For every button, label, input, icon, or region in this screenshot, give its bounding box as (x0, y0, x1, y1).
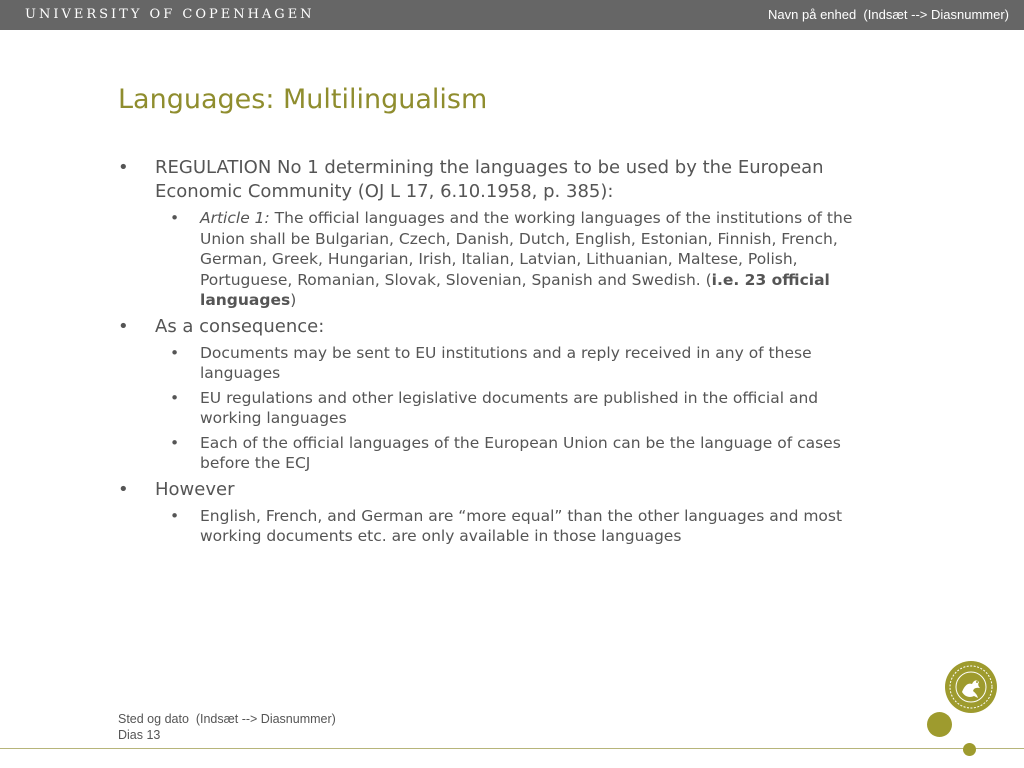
bullet-text: REGULATION No 1 determining the languages to be used by the European Economic Community (OJ L 17, 6.10.1958, p. 385): (155, 157, 824, 202)
slide-footer (118, 711, 336, 743)
decorative-dot-large (927, 712, 952, 737)
sub-bullet-text: Each of the official languages of the European Union can be the language of cases before the ECJ (200, 433, 841, 472)
bullet-text: However (155, 478, 235, 500)
bullet-dot: • (170, 343, 180, 362)
sub-bullet-item (118, 388, 858, 429)
sub-bullet-text: The official languages and the working languages of the institutions of the Union shall be Bulgarian, Czech, Danish, Dutch, English, Estonian, Finnish, French, German, Greek, Hungarian, Irish, Italian, Latvian, Lithuanian, Maltese, Polish, Portuguese, Romanian, Slovak, Slovenian, Spanish and Swedish. ( (200, 209, 853, 289)
university-seal-icon (944, 660, 998, 714)
sub-bullet-text: Documents may be sent to EU institutions and a reply received in any of these languages (200, 343, 812, 382)
bullet-text: As a consequence: (155, 315, 325, 337)
bullet-dot: • (170, 388, 180, 407)
decorative-dot-small (963, 743, 976, 756)
bullet-item (118, 315, 858, 339)
footer-place-date: Sted og dato (Indsæt --> Diasnummer) (118, 712, 336, 726)
bullet-dot: • (170, 433, 180, 452)
bullet-item (118, 156, 858, 204)
sub-bullet-item (118, 433, 858, 474)
unit-name: Navn på enhed (Indsæt --> Diasnummer) (768, 7, 1009, 22)
bullet-group (118, 478, 858, 547)
sub-bullet-item (118, 343, 858, 384)
sub-bullet-item (118, 208, 858, 311)
sub-bullet-suffix: ) (290, 291, 297, 309)
sub-bullet-text: EU regulations and other legislative documents are published in the official and working languages (200, 388, 819, 427)
bullet-group (118, 315, 858, 474)
slide-title: Languages: Multilingualism (118, 84, 488, 115)
university-name: UNIVERSITY OF COPENHAGEN (25, 7, 315, 22)
footer-slide-number: Dias 13 (118, 728, 161, 742)
sub-bullet-item (118, 506, 858, 547)
slide-content (118, 156, 858, 551)
sub-bullet-text: English, French, and German are “more equal” than the other languages and most working documents etc. are only available in those languages (200, 506, 843, 545)
official-languages-count: i.e. 23 official languages (200, 270, 830, 309)
bullet-item (118, 478, 858, 502)
header-bar (0, 0, 1024, 30)
footer-divider (0, 748, 1024, 749)
bullet-dot: • (170, 506, 180, 525)
bullet-group (118, 156, 858, 311)
bullet-dot: • (118, 315, 129, 337)
bullet-dot: • (118, 478, 129, 500)
article-label: Article 1: (200, 209, 270, 227)
bullet-dot: • (170, 209, 180, 227)
bullet-dot: • (118, 157, 129, 178)
